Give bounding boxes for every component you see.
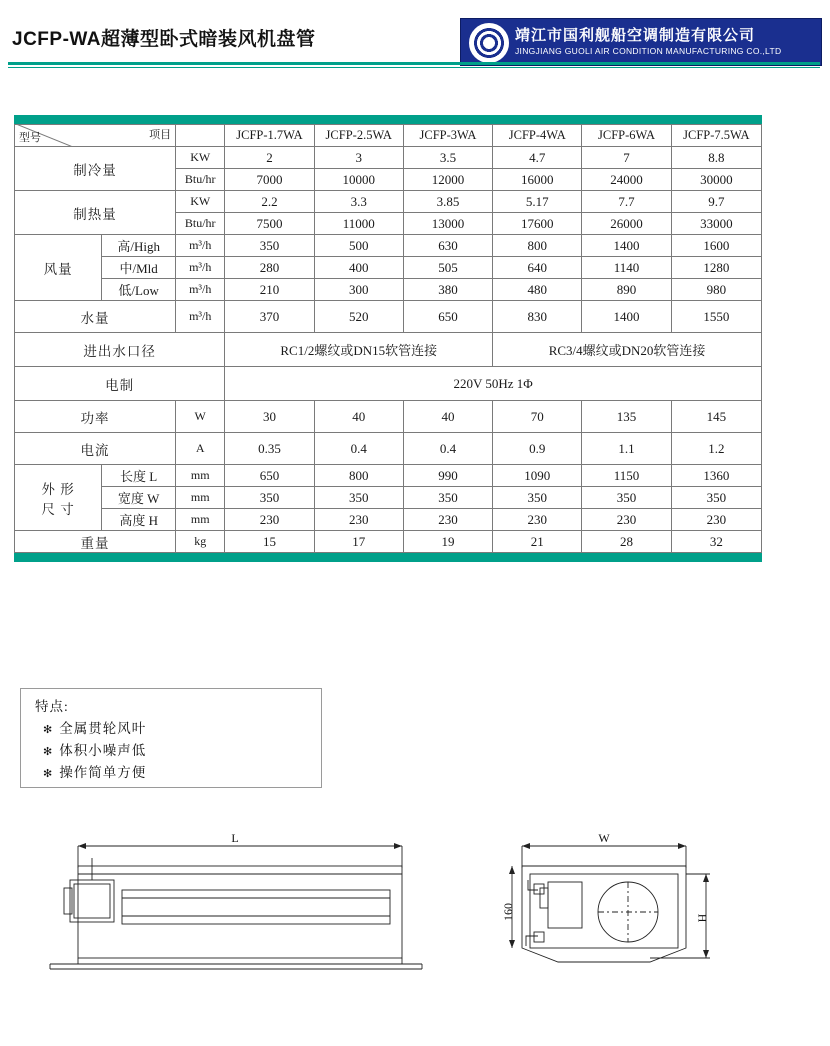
cell-air-mid-3: 640 — [493, 257, 582, 279]
cell-air-mid-4: 1140 — [582, 257, 671, 279]
cell-weight-2: 19 — [403, 531, 492, 553]
cell-cooling-btu-4: 24000 — [582, 169, 671, 191]
features-title: 特点: — [35, 699, 69, 714]
cell-cooling-kw-2: 3.5 — [403, 147, 492, 169]
row-label-weight: 重量 — [15, 531, 176, 553]
model-header-3: JCFP-4WA — [493, 125, 582, 147]
company-name-cn: 靖江市国利舰船空调制造有限公司 — [515, 27, 756, 44]
table-row-dim-w — [15, 487, 762, 509]
cell-air-high-1: 500 — [314, 235, 403, 257]
cell-dim-w-3: 350 — [493, 487, 582, 509]
front-view-length-label: L — [231, 831, 239, 845]
table-row-weight — [15, 531, 762, 553]
table-row-air-high — [15, 235, 762, 257]
unit-air-high: m³/h — [176, 235, 225, 257]
table-row-cooling-kw — [15, 147, 762, 169]
cell-dim-h-0: 230 — [225, 509, 314, 531]
cell-air-low-4: 890 — [582, 279, 671, 301]
table-row-current — [15, 433, 762, 465]
header-rule-thin — [8, 67, 820, 68]
unit-cooling-kw: KW — [176, 147, 225, 169]
table-bottom-bar — [14, 553, 762, 562]
cell-water-5: 1550 — [671, 301, 761, 333]
side-view-width-label: W — [598, 831, 610, 845]
cell-cooling-btu-1: 10000 — [314, 169, 403, 191]
cell-current-1: 0.4 — [314, 433, 403, 465]
sub-label-mid: 中/Mld — [102, 257, 176, 279]
cell-current-5: 1.2 — [671, 433, 761, 465]
sub-label-length: 长度 L — [102, 465, 176, 487]
cell-air-low-1: 300 — [314, 279, 403, 301]
row-label-cooling: 制冷量 — [15, 147, 176, 191]
cell-current-3: 0.9 — [493, 433, 582, 465]
cell-cooling-btu-5: 30000 — [671, 169, 761, 191]
table-row-heating-kw — [15, 191, 762, 213]
sub-label-height: 高度 H — [102, 509, 176, 531]
row-label-water-port: 进出水口径 — [15, 333, 225, 367]
cell-power-0: 30 — [225, 401, 314, 433]
cell-heating-kw-5: 9.7 — [671, 191, 761, 213]
cell-air-high-4: 1400 — [582, 235, 671, 257]
unit-dim-h: mm — [176, 509, 225, 531]
cell-water-port-right: RC3/4螺纹或DN20软管连接 — [493, 333, 762, 367]
cell-dim-h-3: 230 — [493, 509, 582, 531]
side-view-drawing — [500, 828, 800, 988]
company-name-en: JINGJIANG GUOLI AIR CONDITION MANUFACTURING CO.,LTD — [515, 46, 782, 56]
feature-text-0: 全属贯轮风叶 — [59, 721, 147, 736]
sub-label-high: 高/High — [102, 235, 176, 257]
cell-dim-w-1: 350 — [314, 487, 403, 509]
model-header-4: JCFP-6WA — [582, 125, 671, 147]
table-row-air-low — [15, 279, 762, 301]
table-row-water-port — [15, 333, 762, 367]
cell-weight-0: 15 — [225, 531, 314, 553]
corner-top-label: 项目 — [149, 129, 172, 141]
cell-power-2: 40 — [403, 401, 492, 433]
row-label-airflow: 风量 — [15, 235, 102, 301]
cell-air-high-2: 630 — [403, 235, 492, 257]
cell-cooling-kw-1: 3 — [314, 147, 403, 169]
company-emblem-icon — [469, 23, 509, 63]
cell-dim-w-5: 350 — [671, 487, 761, 509]
unit-dim-l: mm — [176, 465, 225, 487]
cell-current-0: 0.35 — [225, 433, 314, 465]
cell-weight-3: 21 — [493, 531, 582, 553]
model-header-0: JCFP-1.7WA — [225, 125, 314, 147]
spec-table — [14, 124, 762, 553]
row-label-water: 水量 — [15, 301, 176, 333]
feature-text-1: 体积小噪声低 — [59, 743, 147, 758]
cell-air-low-0: 210 — [225, 279, 314, 301]
cell-dim-h-4: 230 — [582, 509, 671, 531]
cell-dim-l-4: 1150 — [582, 465, 671, 487]
cell-heating-btu-4: 26000 — [582, 213, 671, 235]
cell-dim-l-5: 1360 — [671, 465, 761, 487]
side-view-160-label: 160 — [501, 903, 515, 921]
cell-air-mid-0: 280 — [225, 257, 314, 279]
cell-cooling-btu-3: 16000 — [493, 169, 582, 191]
cell-water-port-left: RC1/2螺纹或DN15软管连接 — [225, 333, 493, 367]
cell-air-high-3: 800 — [493, 235, 582, 257]
cell-dim-l-1: 800 — [314, 465, 403, 487]
unit-air-low: m³/h — [176, 279, 225, 301]
cell-dim-w-2: 350 — [403, 487, 492, 509]
cell-heating-btu-0: 7500 — [225, 213, 314, 235]
cell-heating-kw-2: 3.85 — [403, 191, 492, 213]
side-view-height-label: H — [695, 913, 709, 923]
cell-dim-h-1: 230 — [314, 509, 403, 531]
row-label-dimensions — [15, 465, 102, 531]
cell-power-3: 70 — [493, 401, 582, 433]
cell-heating-btu-2: 13000 — [403, 213, 492, 235]
row-label-power: 功率 — [15, 401, 176, 433]
model-header-1: JCFP-2.5WA — [314, 125, 403, 147]
cell-heating-kw-4: 7.7 — [582, 191, 671, 213]
unit-current: A — [176, 433, 225, 465]
feature-item-0 — [43, 717, 146, 737]
cell-water-3: 830 — [493, 301, 582, 333]
table-row-dim-h — [15, 509, 762, 531]
feature-bullet-icon-0: ✻ — [43, 724, 54, 736]
features-box — [20, 688, 322, 788]
page-header — [0, 18, 830, 70]
cell-dim-h-2: 230 — [403, 509, 492, 531]
unit-heating-kw: KW — [176, 191, 225, 213]
cell-water-2: 650 — [403, 301, 492, 333]
table-row-power-supply — [15, 367, 762, 401]
cell-water-4: 1400 — [582, 301, 671, 333]
cell-current-2: 0.4 — [403, 433, 492, 465]
table-row-header — [15, 125, 762, 147]
model-header-5: JCFP-7.5WA — [671, 125, 761, 147]
cell-dim-l-3: 1090 — [493, 465, 582, 487]
cell-air-mid-1: 400 — [314, 257, 403, 279]
cell-water-1: 520 — [314, 301, 403, 333]
cell-power-1: 40 — [314, 401, 403, 433]
cell-air-low-2: 380 — [403, 279, 492, 301]
unit-water: m³/h — [176, 301, 225, 333]
model-header-2: JCFP-3WA — [403, 125, 492, 147]
cell-air-low-3: 480 — [493, 279, 582, 301]
row-label-power-supply: 电制 — [15, 367, 225, 401]
cell-air-low-5: 980 — [671, 279, 761, 301]
feature-item-1 — [43, 739, 146, 759]
cell-air-high-0: 350 — [225, 235, 314, 257]
corner-cell — [15, 125, 176, 147]
feature-bullet-icon-2: ✻ — [43, 768, 54, 780]
cell-heating-btu-1: 11000 — [314, 213, 403, 235]
unit-dim-w: mm — [176, 487, 225, 509]
table-top-bar — [14, 115, 762, 124]
unit-air-mid: m³/h — [176, 257, 225, 279]
unit-col-header — [176, 125, 225, 147]
dim-label-line1: 外 形 — [41, 481, 75, 497]
table-row-water — [15, 301, 762, 333]
sub-label-low: 低/Low — [102, 279, 176, 301]
unit-heating-btu: Btu/hr — [176, 213, 225, 235]
header-rule — [8, 62, 820, 65]
unit-weight: kg — [176, 531, 225, 553]
cell-cooling-kw-3: 4.7 — [493, 147, 582, 169]
unit-cooling-btu: Btu/hr — [176, 169, 225, 191]
cell-heating-btu-3: 17600 — [493, 213, 582, 235]
table-row-power — [15, 401, 762, 433]
cell-air-high-5: 1600 — [671, 235, 761, 257]
cell-dim-l-0: 650 — [225, 465, 314, 487]
cell-power-5: 145 — [671, 401, 761, 433]
cell-power-4: 135 — [582, 401, 671, 433]
dim-label-line2: 尺 寸 — [41, 501, 75, 517]
cell-weight-5: 32 — [671, 531, 761, 553]
cell-heating-btu-5: 33000 — [671, 213, 761, 235]
row-label-heating: 制热量 — [15, 191, 176, 235]
cell-weight-1: 17 — [314, 531, 403, 553]
cell-dim-w-0: 350 — [225, 487, 314, 509]
feature-text-2: 操作简单方便 — [59, 765, 147, 780]
page-title: JCFP-WA超薄型卧式暗装风机盘管 — [12, 29, 316, 50]
cell-dim-h-5: 230 — [671, 509, 761, 531]
cell-dim-l-2: 990 — [403, 465, 492, 487]
cell-power-supply: 220V 50Hz 1Φ — [225, 367, 762, 401]
sub-label-width: 宽度 W — [102, 487, 176, 509]
corner-bottom-label: 型号 — [19, 132, 41, 144]
spec-table-wrap — [14, 115, 762, 562]
feature-item-2 — [43, 761, 146, 781]
cell-air-mid-2: 505 — [403, 257, 492, 279]
table-row-dim-l — [15, 465, 762, 487]
cell-water-0: 370 — [225, 301, 314, 333]
cell-cooling-btu-2: 12000 — [403, 169, 492, 191]
cell-cooling-kw-5: 8.8 — [671, 147, 761, 169]
unit-power: W — [176, 401, 225, 433]
row-label-current: 电流 — [15, 433, 176, 465]
front-view-drawing — [30, 828, 430, 988]
cell-heating-kw-1: 3.3 — [314, 191, 403, 213]
cell-dim-w-4: 350 — [582, 487, 671, 509]
cell-cooling-kw-0: 2 — [225, 147, 314, 169]
cell-cooling-btu-0: 7000 — [225, 169, 314, 191]
cell-current-4: 1.1 — [582, 433, 671, 465]
cell-weight-4: 28 — [582, 531, 671, 553]
cell-heating-kw-0: 2.2 — [225, 191, 314, 213]
company-logo-banner — [460, 18, 822, 66]
cell-heating-kw-3: 5.17 — [493, 191, 582, 213]
cell-air-mid-5: 1280 — [671, 257, 761, 279]
table-row-air-mid — [15, 257, 762, 279]
cell-cooling-kw-4: 7 — [582, 147, 671, 169]
feature-bullet-icon-1: ✻ — [43, 746, 54, 758]
